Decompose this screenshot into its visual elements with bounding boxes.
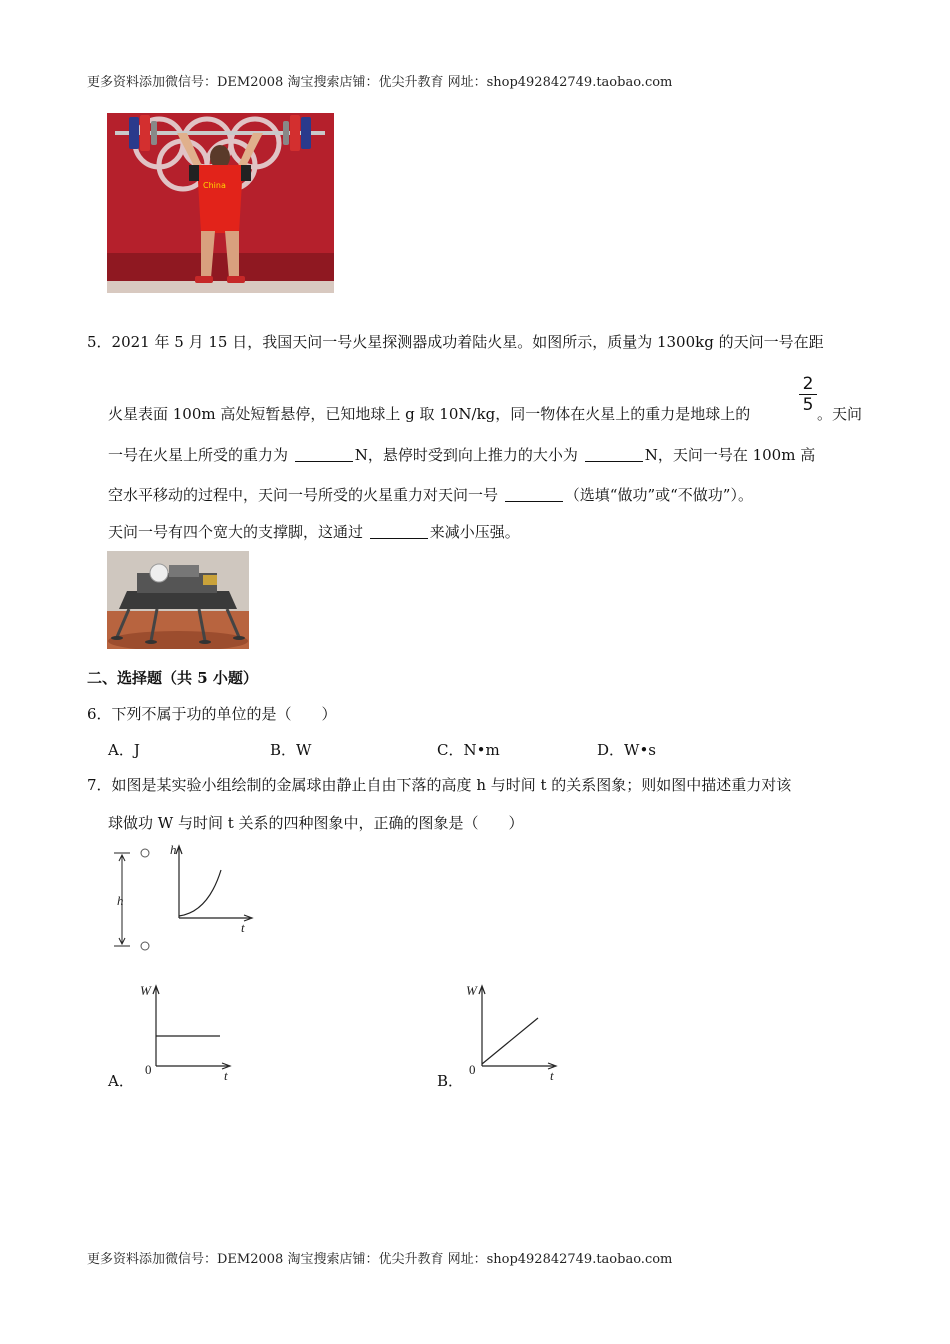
weightlifter-photo <box>107 113 334 293</box>
q5-line5 <box>108 521 520 542</box>
q6-option-a[interactable]: A．J <box>108 741 140 759</box>
q5-line2-end: 。天问 <box>817 405 863 423</box>
ball-start-icon <box>141 849 149 857</box>
q5-line1: 5．2021 年 5 月 15 日，我国天问一号火星探测器成功着陆火星。如图所示，质量为 1300kg 的天问一号在距 <box>87 333 824 351</box>
ball-end-icon <box>141 942 149 950</box>
fig-h-label: h <box>117 893 124 908</box>
optB-w-axis-label: W <box>466 983 477 998</box>
q6-option-d[interactable]: D．W•s <box>597 741 656 759</box>
fig-t-axis-label: t <box>241 920 245 935</box>
q7-falling-ball-figure <box>108 842 258 954</box>
answer-blank-pressure[interactable] <box>370 523 428 539</box>
answer-blank-thrust[interactable] <box>585 446 643 462</box>
q7-line1: 7．如图是某实验小组绘制的金属球由静止自由下落的高度 h 与时间 t 的关系图象；则如图中描述重力对该 <box>87 776 792 794</box>
q5-line3-text-c: N，天问一号在 100m 高 <box>644 446 816 464</box>
optA-origin-label: 0 <box>145 1062 152 1077</box>
page-header: 更多资料添加微信号：DEM2008 淘宝搜索店铺：优尖升教育 网址：shop492842749.taobao.com <box>87 75 673 90</box>
q6-stem: 6．下列不属于功的单位的是（ ） <box>87 705 337 723</box>
q7-option-a-graph[interactable] <box>136 980 236 1084</box>
q5-line3 <box>108 444 815 465</box>
q5-line4-text-a: 空水平移动的过程中，天问一号所受的火星重力对天问一号 <box>108 486 503 504</box>
q5-line4 <box>108 484 753 505</box>
optB-linear-line <box>482 1018 538 1064</box>
optA-w-axis-label: W <box>140 983 151 998</box>
q5-line5-text-a: 天问一号有四个宽大的支撑脚，这通过 <box>108 523 368 541</box>
fraction-numerator: 2 <box>802 374 814 394</box>
q5-line3-text-b: N，悬停时受到向上推力的大小为 <box>354 446 583 464</box>
optB-origin-label: 0 <box>469 1062 476 1077</box>
q5-line5-text-b: 来减小压强。 <box>429 523 520 541</box>
weightlifter-illustration <box>107 113 334 293</box>
answer-blank-work[interactable] <box>505 486 563 502</box>
q7-line2: 球做功 W 与时间 t 关系的四种图象中，正确的图象是（ ） <box>108 814 524 832</box>
mars-lander-illustration <box>107 551 249 649</box>
page-footer: 更多资料添加微信号：DEM2008 淘宝搜索店铺：优尖升教育 网址：shop492842749.taobao.com <box>87 1252 673 1267</box>
fig-h-axis-label: h <box>170 842 177 857</box>
q7-option-a-label[interactable]: A． <box>108 1072 134 1090</box>
shirt-text: China <box>203 181 226 190</box>
fraction-denominator: 5 <box>802 395 814 415</box>
q7-option-b-graph[interactable] <box>462 980 562 1084</box>
q5-line4-text-b: （选填“做功”或“不做功”）。 <box>564 486 753 504</box>
q5-line3-text-a: 一号在火星上所受的重力为 <box>108 446 293 464</box>
q5-line2 <box>108 403 750 424</box>
q6-option-c[interactable]: C．N•m <box>437 741 500 759</box>
answer-blank-gravity[interactable] <box>295 446 353 462</box>
q6-option-b[interactable]: B．W <box>270 741 312 759</box>
section-title: 二、选择题（共 5 小题） <box>87 669 258 687</box>
optA-t-axis-label: t <box>224 1068 228 1083</box>
fraction-two-fifths <box>799 375 817 414</box>
q5-line2-text: 火星表面 100m 高处短暂悬停，已知地球上 g 取 10N/kg，同一物体在火星上的重力是地球上的 <box>108 405 751 423</box>
q7-option-b-label[interactable]: B． <box>437 1072 464 1090</box>
optB-t-axis-label: t <box>550 1068 554 1083</box>
mars-lander-photo <box>107 551 249 649</box>
